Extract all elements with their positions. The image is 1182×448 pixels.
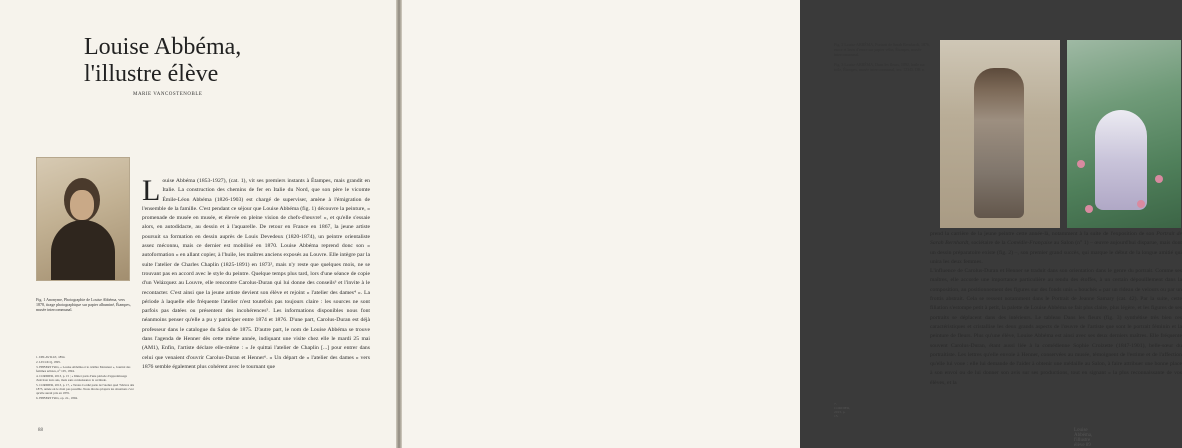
flower-mark xyxy=(1077,160,1085,168)
footnote: 6. HEBERT Félix, op. cit., 1894. xyxy=(36,396,78,401)
sarah-bernhardt-drawing xyxy=(940,40,1060,228)
footnote: 3. HEBERT Félix, « Louise Abbéma et le célèbre Monsieur », Journal des femmes artistes, n° 105, 1894. xyxy=(36,364,131,373)
body-text: prend la carrière de la jeune peintre cette année-là, notamment à la suite de l'exposition de son xyxy=(930,231,1157,237)
body-paragraph: ouise Abbéma (1853-1927), (cat. 1), vit ses premiers instants à Étampes, mais grandit en Italie. La construction des chemins de fer en Italie du Nord, que son père le vicomte Émile-Léon Abbéma (1826-1903) est chargé de superviser, amène à l'émigration de l'ensemble de la famille. C'est pendant ce séjour que Louise Abbéma (fig. 1) découvre la peinture, « promenade de musée en musée, et élevée en pleine vision de chefs-d'œuvre! », et qu'elle s'essaie alors, en autodidacte, au dessin et à l'aquarelle. De retour en France en 1867, la jeune artiste poursuit sa formation en dessin auprès de Louis Devedeux (1820-1874), un peintre orientaliste assez méconnu, mais ce dernier est mobilisé en 1870. Louise Abbéma reprend donc son « autoformation » en allant copier, à l'huile, les maîtres anciens exposés au Louvre. Elle intègre par la suite l'atelier de Charles Chaplin (1825-1891) en 1873², mais n'y reste que quelques mois, ne se trouvant pas en accord avec le style du peintre. Quelque temps plus tard, lors d'une séance de copie d'un Velázquez au Louvre, elle rencontre Carolus-Duran qui lui donne des conseils³ et l'invite à le recontacter. C'est ainsi que la jeune artiste devient son élève et rejoint « l'atelier des dames⁴ ». La période à laquelle elle fréquente l'atelier n'est toutefois pas toujours claire : les sources ne sont parfois pas datées ou présentent des incohérences⁵. Les informations disponibles nous font néanmoins penser qu'elle a pu y participer entre 1874 et 1876. D'une part, Carolus-Duran est déjà professeur dans le catalogue du Salon de 1875. D'autre part, le nom de Louise Abbéma se trouve dans l'agenda de Henner dès cette même année, indiquant une visite chez elle le mardi 25 mai (AM1), Enfin, l'artiste déclare elle-même : « Je quittai l'atelier de Chaplin [...] pour entrer dans celui que venaient d'ouvrir Carolus-Duran et Henner⁶. » Un départ de « l'atelier des dames » vers 1876 semble également plus cohérent avec le tournant que xyxy=(142,178,370,370)
portrait-photograph xyxy=(36,157,130,281)
caption-fig-3: Fig. 3 Louise ABBÉMA, Dans les fleurs, 1892, huile sur toile, Étampes, musée intercommunal, inv. 12345. DR n. xyxy=(834,62,925,72)
portrait-body xyxy=(51,220,115,280)
footnote: 1. DELAVILLE, 1894. xyxy=(36,355,66,359)
body-text: au Salon (n° 1) – œuvre aujourd'hui disparue, mais dont un dessin préparatoire existe (fig. 2) –, son premier grand succès, qui marque le début de la longue amitié qui unira les deux femmes. xyxy=(930,240,1182,265)
figure-captions xyxy=(834,42,930,77)
running-footer: Louise Abbéma, l'illustre élève 89 xyxy=(1074,428,1093,448)
left-page xyxy=(0,0,396,448)
drop-cap: L xyxy=(142,174,161,207)
painting-figure xyxy=(1095,110,1147,210)
footnote: 2. LECOCQ, 1895. xyxy=(36,359,61,364)
page-number-left: 88 xyxy=(38,428,43,433)
dans-les-fleurs-painting xyxy=(1067,40,1181,228)
institution-name: Comédie-Française xyxy=(1007,240,1053,247)
drawing-figure xyxy=(974,68,1024,218)
right-page xyxy=(402,0,1182,448)
flower-mark xyxy=(1155,175,1163,183)
photo-caption: Fig. 1 Anonyme, Photographie de Louise Abbéma, vers 1878, tirage photographique sur papier albuminé, Étampes, musée intercommunal. xyxy=(36,297,131,312)
article-title xyxy=(84,34,304,88)
footnote: 4. CORDIER, 2013, p. 15 ; « Imiter paris d'une période d'apprentissage d'environ trois ans, mais sans connaissance la certitude. xyxy=(36,373,128,382)
title-line-1: Louise Abbéma, xyxy=(84,34,242,60)
flower-mark xyxy=(1085,205,1093,213)
caption-fig-2: Fig. 2 Louise ABBÉMA, Portrait de Sarah Bernhardt, 1876, encre et lavis d'encre sur papier vélin, Étampes, musée intercommunal. xyxy=(834,42,930,57)
body-text: , sociétaire de la xyxy=(968,240,1008,247)
flower-mark xyxy=(1137,200,1145,208)
portrait-face xyxy=(70,190,94,220)
title-line-2: l'illustre élève xyxy=(84,61,219,87)
body-paragraph-2: L'influence de Carolus-Duran et Henner se traduit dans son orientation dans le genre du portrait. Comme ses maîtres, elle accorde une importance particulière au rendu des étoffes, à un certain dépouillement dans la composition, au positionnement des figures sur des fonds unis « bouchés » par un rideau de velours ou par un frottis abstrait. Cela se ressent notamment dans le Portrait de Jeanne Samary (cat. 42). Par la suite, cette filiation s'estompe petit à petit, la palette de Louise Abbéma se fait plus claire, plus légère, et les figures de ses portraits se déplacent dans des intérieurs. Le tableau Dans les fleurs (fig. 3) synthétise très bien ces caractéristiques et cristallise les deux grands aspects de l'œuvre de l'artiste que sont le portrait féminin et la peinture de fleurs. Plus qu'une élève, Louise Abbéma est ainsi avec ses deux derniers maîtres. Elle fréquente souvent Carolus-Duran, étant aussi liée à la comédienne Sophie Croizette (1847-1901), belle-sœur du portraitiste. Les lettres qu'elle envoie à Henner, conservées au musée, témoignent de l'estime et de l'affection qu'elle lui voue : elle lui demande de l'aider à obtenir une médaille au Salon, à faire attribuer une bonne place à son envoi ou de lui donner son avis sur ses productions, tout en signant « la plus reconnaissante de vos élèves, et la xyxy=(930,268,1182,386)
body-text-left xyxy=(142,174,370,372)
footnotes xyxy=(36,355,136,401)
footnote-right: 7. CORDIER, 2013, p. 15. xyxy=(834,402,851,418)
author-name: MARIE VANCOSTENOBLE xyxy=(133,92,203,97)
artwork-title: Portrait de Sarah Bernhardt xyxy=(930,231,1182,247)
footnote: 5. CORDIER, 2013, p. 17, « Textes Cordié parle de l'atelier quel 'l'élèves dès 1873, année où le droit pas possible. Nous dirons qu'après les situations c'est qu'elle aurait pris en 1876. xyxy=(36,382,135,396)
body-text-right xyxy=(930,230,1182,388)
